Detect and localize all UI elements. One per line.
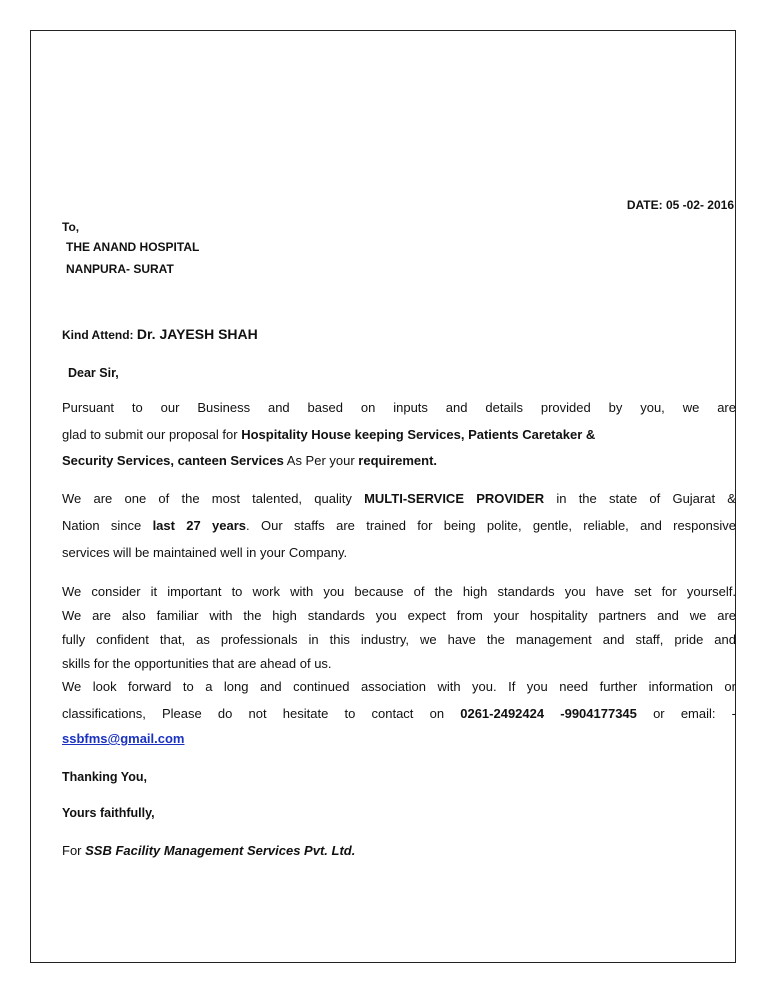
p1-requirement: requirement. bbox=[358, 453, 438, 468]
p1-line-3 bbox=[62, 453, 736, 468]
p3-text-b: or email: - bbox=[636, 706, 736, 721]
p3-line-6 bbox=[62, 706, 736, 721]
p3-line-7 bbox=[62, 731, 736, 746]
attend-name: Dr. JAYESH SHAH bbox=[136, 326, 258, 342]
p1-text-2: As Per your bbox=[283, 453, 359, 468]
thanking-you: Thanking You, bbox=[62, 770, 147, 784]
p2-line-2 bbox=[62, 518, 736, 533]
p1-text: glad to submit our proposal for bbox=[62, 427, 242, 442]
p1-line-1: Pursuant to our Business and based on inputs and details provided by you, we are bbox=[62, 400, 736, 415]
p3-line-5: We look forward to a long and continued association with you. If you need further information or bbox=[62, 679, 736, 694]
p2-text: We are one of the most talented, quality bbox=[62, 491, 365, 506]
p2-years: last 27 years bbox=[152, 518, 247, 533]
email-link[interactable]: ssbfms@gmail.com bbox=[62, 731, 185, 746]
for-label: For bbox=[62, 843, 86, 858]
p1-line-2 bbox=[62, 427, 736, 442]
p2-line-3: services will be maintained well in your Company. bbox=[62, 545, 348, 560]
p2-text-b: in the state of Gujarat & bbox=[544, 491, 736, 506]
p3-text: classifications, Please do not hesitate to contact on bbox=[62, 706, 461, 721]
salutation: Dear Sir, bbox=[68, 366, 119, 380]
p3-line-2: We are also familiar with the high standards you expect from your hospitality partners and we are bbox=[62, 608, 736, 623]
contact-phone: 0261-2492424 -9904177345 bbox=[460, 706, 637, 721]
p2-line-1 bbox=[62, 491, 736, 506]
attend-label: Kind Attend: bbox=[62, 328, 134, 342]
kind-attend bbox=[62, 326, 258, 342]
recipient-name: THE ANAND HOSPITAL bbox=[66, 240, 200, 254]
p1-services: Hospitality House keeping Services, Patients Caretaker & bbox=[241, 427, 596, 442]
letter-date: DATE: 05 -02- 2016 bbox=[626, 198, 734, 212]
recipient-location: NANPURA- SURAT bbox=[66, 262, 174, 276]
p3-line-1: We consider it important to work with you because of the high standards you have set for yourself. bbox=[62, 584, 736, 599]
p1-services-2: Security Services, canteen Services bbox=[62, 453, 284, 468]
company-name: SSB Facility Management Services Pvt. Ltd. bbox=[85, 843, 356, 858]
to-label: To, bbox=[62, 220, 80, 234]
p2-text-c: Nation since bbox=[62, 518, 153, 533]
p3-line-4: skills for the opportunities that are ahead of us. bbox=[62, 656, 332, 671]
yours-faithfully: Yours faithfully, bbox=[62, 806, 155, 820]
p2-provider: MULTI-SERVICE PROVIDER bbox=[364, 491, 545, 506]
signature-company bbox=[62, 843, 736, 858]
p3-line-3: fully confident that, as professionals in this industry, we have the management and staff, pride and bbox=[62, 632, 736, 647]
p2-text-d: . Our staffs are trained for being polite, gentle, reliable, and responsive bbox=[246, 518, 736, 533]
